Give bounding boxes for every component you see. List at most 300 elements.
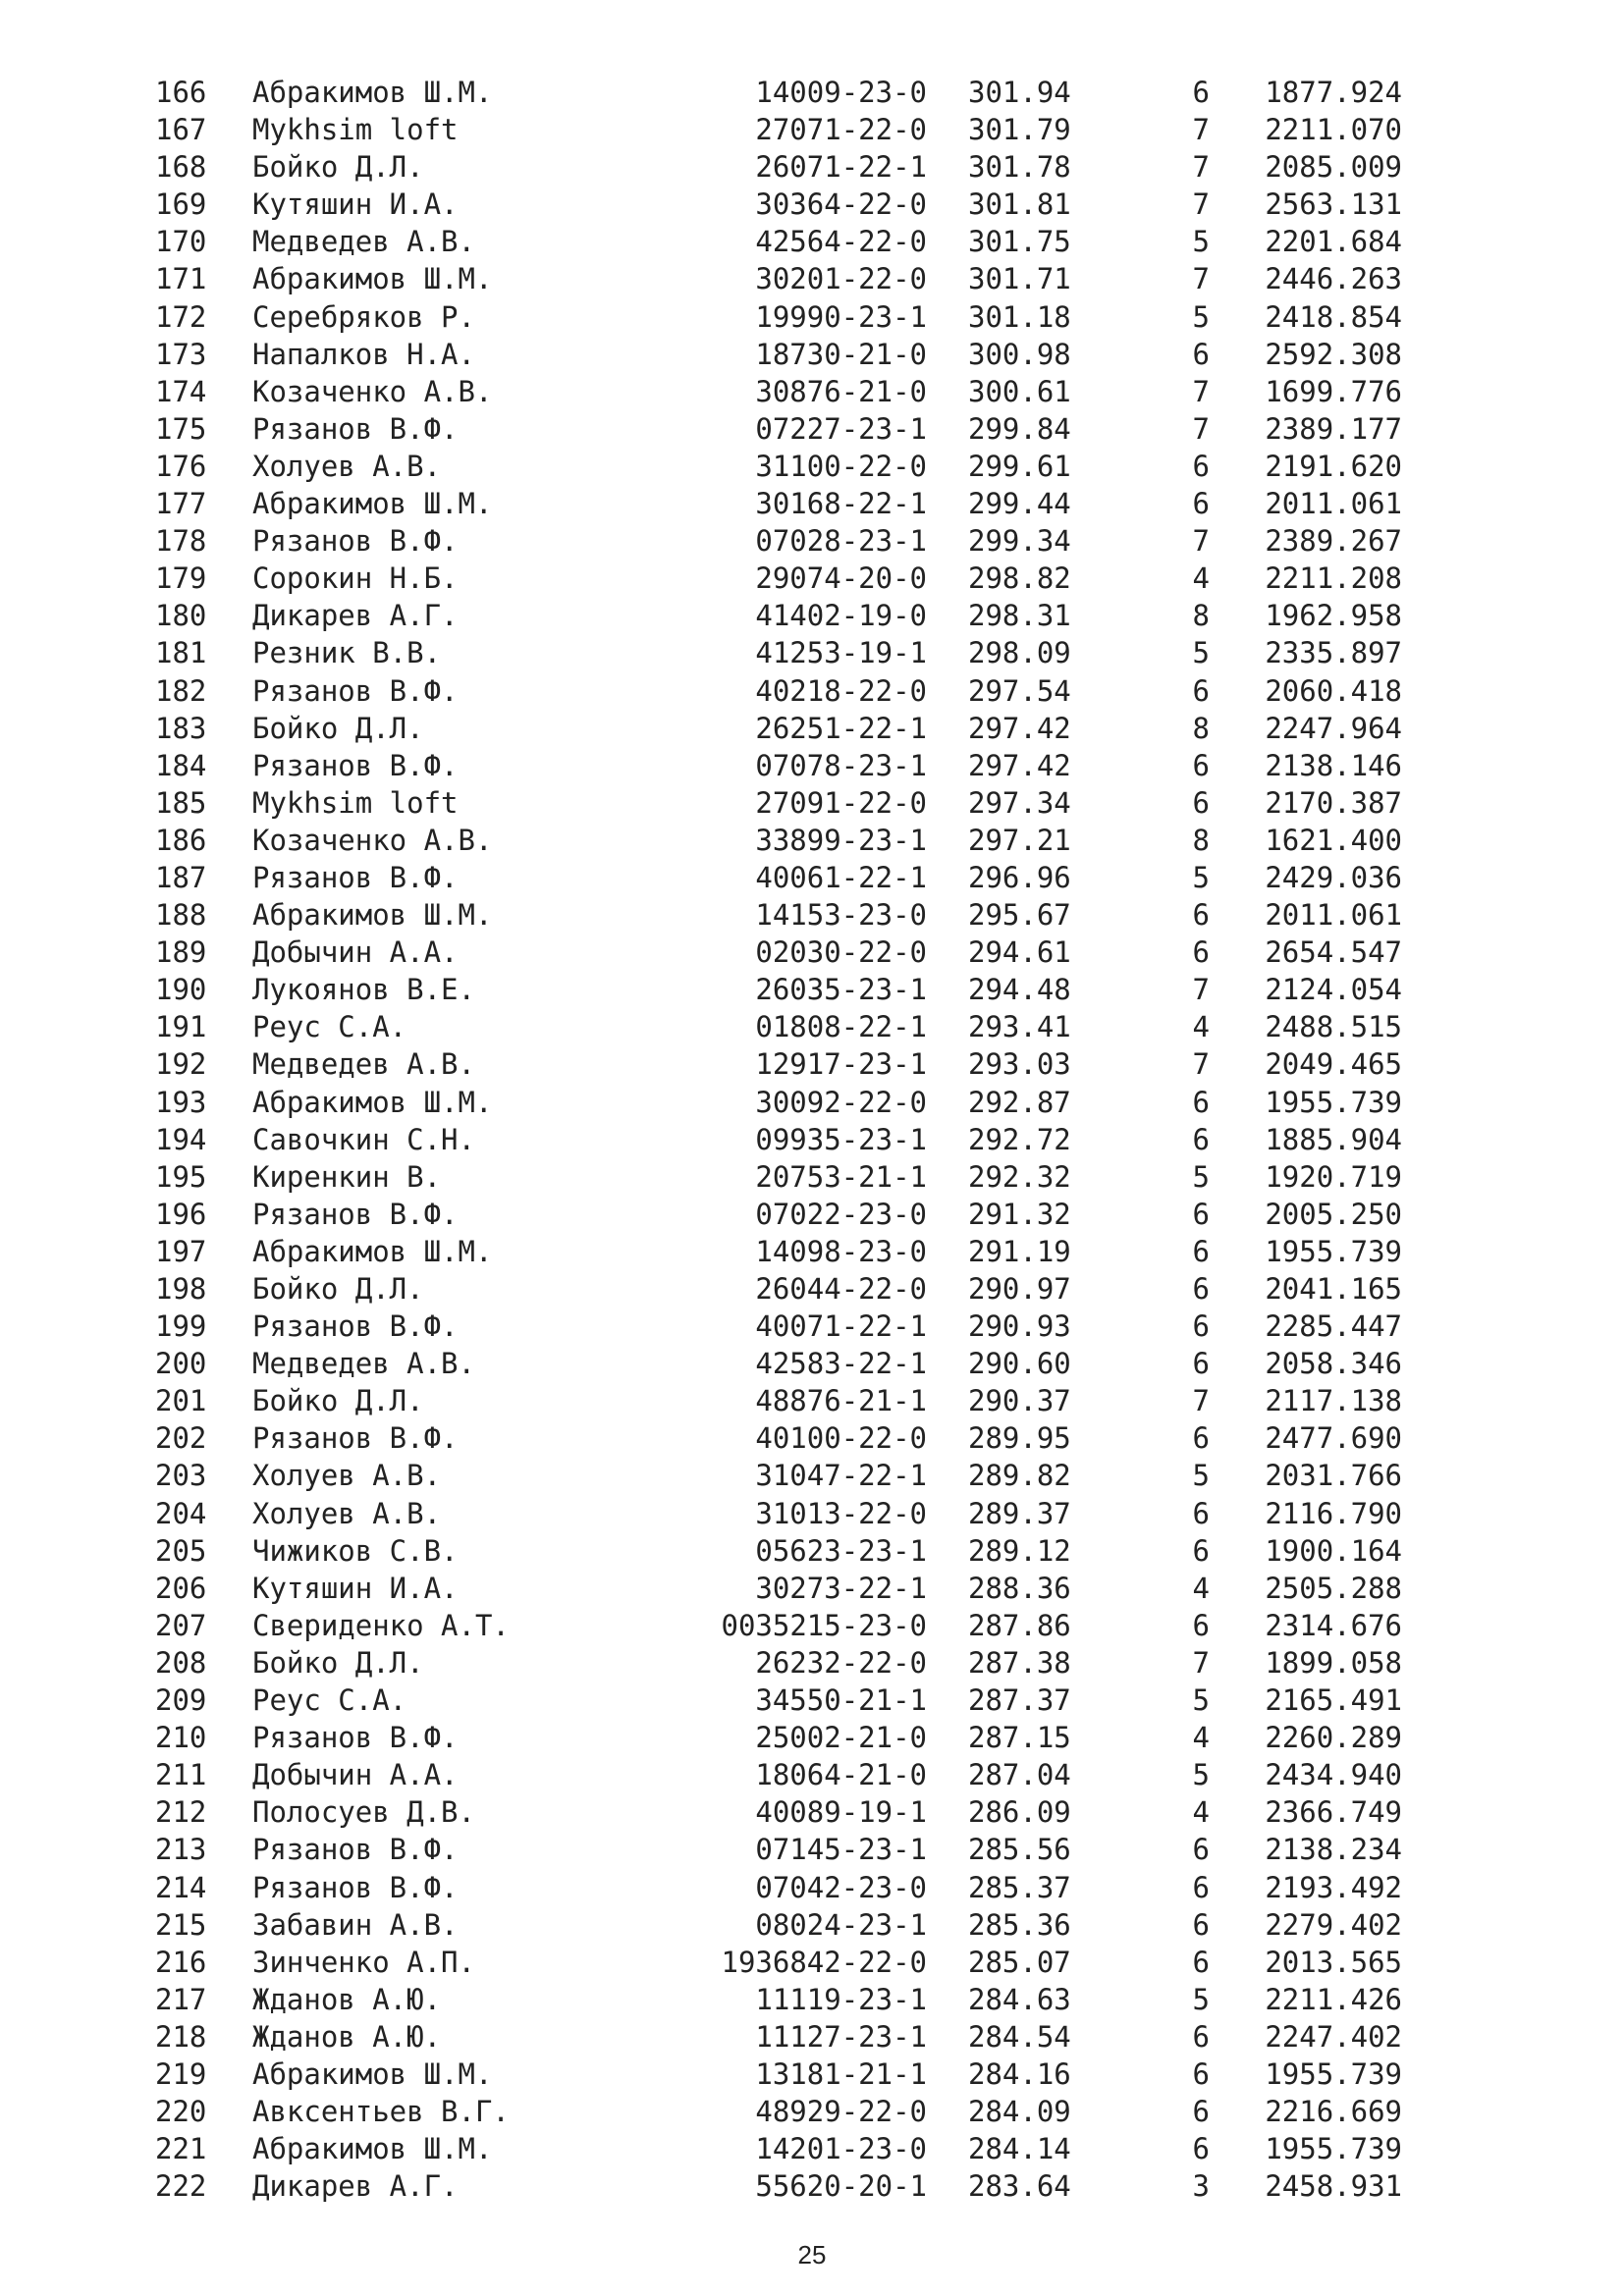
entry-code: 11127-23-1 <box>755 2019 927 2054</box>
participant-name: Абракимов Ш.М. <box>252 76 493 109</box>
count-value: 5 <box>1192 1459 1210 1493</box>
entry-code: 1936842-22-0 <box>721 1945 927 1979</box>
entry-code: 14201-23-0 <box>755 2132 927 2166</box>
row-number: 177 <box>155 487 207 521</box>
score-value: 291.32 <box>968 1197 1071 1231</box>
entry-code: 29074-20-0 <box>755 561 927 596</box>
total-value: 2592.308 <box>1265 337 1402 371</box>
count-value: 7 <box>1192 524 1210 559</box>
table-row <box>0 560 1624 597</box>
score-value: 289.12 <box>968 1533 1071 1568</box>
total-value: 2247.402 <box>1265 2019 1402 2054</box>
participant-name: Холуев А.В. <box>252 449 442 483</box>
score-value: 289.37 <box>968 1496 1071 1530</box>
score-value: 290.37 <box>968 1384 1071 1418</box>
row-number: 188 <box>155 898 207 933</box>
score-value: 284.63 <box>968 1982 1071 2016</box>
total-value: 2458.931 <box>1265 2169 1402 2204</box>
row-number: 187 <box>155 860 207 894</box>
entry-code: 40061-22-1 <box>755 860 927 894</box>
entry-code: 33899-23-1 <box>755 823 927 857</box>
count-value: 6 <box>1192 1907 1210 1942</box>
count-value: 6 <box>1192 2056 1210 2091</box>
score-value: 299.61 <box>968 449 1071 483</box>
total-value: 2247.964 <box>1265 711 1402 745</box>
score-value: 293.41 <box>968 1010 1071 1044</box>
count-value: 6 <box>1192 487 1210 521</box>
table-row <box>0 1682 1624 1719</box>
table-row <box>0 260 1624 297</box>
table-row <box>0 710 1624 747</box>
entry-code: 26251-22-1 <box>755 711 927 745</box>
count-value: 5 <box>1192 636 1210 670</box>
table-row <box>0 148 1624 186</box>
score-value: 284.14 <box>968 2132 1071 2166</box>
row-number: 189 <box>155 935 207 970</box>
row-number: 201 <box>155 1384 207 1418</box>
participant-name: Дикарев А.Г. <box>252 599 459 633</box>
table-row <box>0 896 1624 934</box>
count-value: 7 <box>1192 1047 1210 1082</box>
entry-code: 0035215-23-0 <box>721 1608 927 1642</box>
participant-name: Сорокин Н.Б. <box>252 561 459 596</box>
total-value: 1955.739 <box>1265 1234 1402 1268</box>
table-row <box>0 1831 1624 1868</box>
row-number: 169 <box>155 187 207 222</box>
table-row <box>0 1869 1624 1906</box>
table-row <box>0 1719 1624 1756</box>
row-number: 168 <box>155 150 207 185</box>
total-value: 2138.146 <box>1265 748 1402 782</box>
participant-name: Чижиков С.В. <box>252 1533 459 1568</box>
count-value: 6 <box>1192 673 1210 708</box>
table-row <box>0 2018 1624 2056</box>
score-value: 299.44 <box>968 487 1071 521</box>
entry-code: 26232-22-0 <box>755 1645 927 1680</box>
table-row <box>0 934 1624 971</box>
score-value: 301.81 <box>968 187 1071 222</box>
table-row <box>0 1419 1624 1457</box>
score-value: 297.54 <box>968 673 1071 708</box>
participant-name: Абракимов Ш.М. <box>252 262 493 296</box>
results-table <box>0 74 1624 2205</box>
participant-name: Бойко Д.Л. <box>252 1645 424 1680</box>
row-number: 207 <box>155 1608 207 1642</box>
score-value: 301.78 <box>968 150 1071 185</box>
table-row <box>0 74 1624 111</box>
row-number: 172 <box>155 299 207 334</box>
total-value: 2654.547 <box>1265 935 1402 970</box>
total-value: 2389.177 <box>1265 411 1402 446</box>
participant-name: Забавин А.В. <box>252 1907 459 1942</box>
table-row <box>0 1233 1624 1270</box>
score-value: 286.09 <box>968 1795 1071 1830</box>
table-row <box>0 2167 1624 2205</box>
count-value: 7 <box>1192 150 1210 185</box>
participant-name: Дикарев А.Г. <box>252 2169 459 2204</box>
row-number: 199 <box>155 1309 207 1344</box>
entry-code: 30364-22-0 <box>755 187 927 222</box>
participant-name: Бойко Д.Л. <box>252 1272 424 1306</box>
entry-code: 26035-23-1 <box>755 973 927 1007</box>
entry-code: 48876-21-1 <box>755 1384 927 1418</box>
score-value: 299.34 <box>968 524 1071 559</box>
total-value: 1699.776 <box>1265 374 1402 408</box>
table-row <box>0 1944 1624 1981</box>
score-value: 294.48 <box>968 973 1071 1007</box>
table-row <box>0 186 1624 223</box>
row-number: 192 <box>155 1047 207 1082</box>
participant-name: Добычин А.А. <box>252 935 459 970</box>
table-row <box>0 448 1624 485</box>
score-value: 293.03 <box>968 1047 1071 1082</box>
total-value: 2563.131 <box>1265 187 1402 222</box>
total-value: 2279.402 <box>1265 1907 1402 1942</box>
count-value: 8 <box>1192 823 1210 857</box>
entry-code: 14153-23-0 <box>755 898 927 933</box>
entry-code: 34550-21-1 <box>755 1683 927 1718</box>
participant-name: Реус С.А. <box>252 1683 407 1718</box>
entry-code: 18064-21-0 <box>755 1758 927 1792</box>
count-value: 6 <box>1192 2095 1210 2129</box>
participant-name: Авксентьев В.Г. <box>252 2095 510 2129</box>
table-row <box>0 1045 1624 1083</box>
row-number: 170 <box>155 225 207 259</box>
total-value: 2011.061 <box>1265 898 1402 933</box>
total-value: 2049.465 <box>1265 1047 1402 1082</box>
total-value: 2216.669 <box>1265 2095 1402 2129</box>
count-value: 7 <box>1192 113 1210 147</box>
score-value: 297.34 <box>968 785 1071 820</box>
participant-name: Зинченко А.П. <box>252 1945 475 1979</box>
entry-code: 27091-22-0 <box>755 785 927 820</box>
entry-code: 07028-23-1 <box>755 524 927 559</box>
row-number: 211 <box>155 1758 207 1792</box>
count-value: 6 <box>1192 1309 1210 1344</box>
table-row <box>0 336 1624 373</box>
count-value: 8 <box>1192 599 1210 633</box>
total-value: 1920.719 <box>1265 1159 1402 1194</box>
entry-code: 40089-19-1 <box>755 1795 927 1830</box>
total-value: 2211.208 <box>1265 561 1402 596</box>
table-row <box>0 111 1624 148</box>
score-value: 300.98 <box>968 337 1071 371</box>
table-row <box>0 1158 1624 1196</box>
count-value: 8 <box>1192 711 1210 745</box>
total-value: 2335.897 <box>1265 636 1402 670</box>
entry-code: 42583-22-1 <box>755 1347 927 1381</box>
score-value: 290.97 <box>968 1272 1071 1306</box>
row-number: 173 <box>155 337 207 371</box>
table-row <box>0 971 1624 1008</box>
count-value: 5 <box>1192 299 1210 334</box>
participant-name: Полосуев Д.В. <box>252 1795 475 1830</box>
row-number: 190 <box>155 973 207 1007</box>
participant-name: Mykhsim loft <box>252 785 459 820</box>
row-number: 194 <box>155 1122 207 1156</box>
count-value: 5 <box>1192 1159 1210 1194</box>
participant-name: Рязанов В.Ф. <box>252 748 459 782</box>
table-row <box>0 2056 1624 2093</box>
row-number: 176 <box>155 449 207 483</box>
participant-name: Рязанов В.Ф. <box>252 860 459 894</box>
total-value: 2201.684 <box>1265 225 1402 259</box>
table-row <box>0 223 1624 260</box>
entry-code: 05623-23-1 <box>755 1533 927 1568</box>
score-value: 287.15 <box>968 1721 1071 1755</box>
score-value: 296.96 <box>968 860 1071 894</box>
entry-code: 41402-19-0 <box>755 599 927 633</box>
entry-code: 08024-23-1 <box>755 1907 927 1942</box>
row-number: 171 <box>155 262 207 296</box>
score-value: 287.86 <box>968 1608 1071 1642</box>
participant-name: Медведев А.В. <box>252 1347 475 1381</box>
score-value: 299.84 <box>968 411 1071 446</box>
entry-code: 31100-22-0 <box>755 449 927 483</box>
row-number: 167 <box>155 113 207 147</box>
score-value: 288.36 <box>968 1571 1071 1605</box>
score-value: 285.37 <box>968 1870 1071 1904</box>
score-value: 301.71 <box>968 262 1071 296</box>
entry-code: 30168-22-1 <box>755 487 927 521</box>
participant-name: Бойко Д.Л. <box>252 711 424 745</box>
page-number: 25 <box>797 2240 827 2269</box>
row-number: 185 <box>155 785 207 820</box>
participant-name: Лукоянов В.Е. <box>252 973 475 1007</box>
score-value: 284.16 <box>968 2056 1071 2091</box>
entry-code: 31047-22-1 <box>755 1459 927 1493</box>
entry-code: 55620-20-1 <box>755 2169 927 2204</box>
total-value: 2488.515 <box>1265 1010 1402 1044</box>
total-value: 2285.447 <box>1265 1309 1402 1344</box>
total-value: 2165.491 <box>1265 1683 1402 1718</box>
score-value: 290.93 <box>968 1309 1071 1344</box>
count-value: 6 <box>1192 1272 1210 1306</box>
participant-name: Жданов А.Ю. <box>252 1982 442 2016</box>
row-number: 205 <box>155 1533 207 1568</box>
score-value: 298.09 <box>968 636 1071 670</box>
count-value: 4 <box>1192 1010 1210 1044</box>
entry-code: 41253-19-1 <box>755 636 927 670</box>
score-value: 285.56 <box>968 1833 1071 1867</box>
score-value: 284.54 <box>968 2019 1071 2054</box>
participant-name: Серебряков Р. <box>252 299 475 334</box>
table-row <box>0 2093 1624 2130</box>
participant-name: Козаченко А.В. <box>252 374 493 408</box>
row-number: 179 <box>155 561 207 596</box>
entry-code: 20753-21-1 <box>755 1159 927 1194</box>
table-row <box>0 373 1624 410</box>
participant-name: Козаченко А.В. <box>252 823 493 857</box>
entry-code: 30201-22-0 <box>755 262 927 296</box>
total-value: 1962.958 <box>1265 599 1402 633</box>
entry-code: 30876-21-0 <box>755 374 927 408</box>
table-row <box>0 1495 1624 1532</box>
total-value: 1955.739 <box>1265 1085 1402 1119</box>
count-value: 6 <box>1192 76 1210 109</box>
participant-name: Медведев А.В. <box>252 1047 475 1082</box>
row-number: 174 <box>155 374 207 408</box>
row-number: 180 <box>155 599 207 633</box>
count-value: 6 <box>1192 1870 1210 1904</box>
table-row <box>0 1121 1624 1158</box>
entry-code: 13181-21-1 <box>755 2056 927 2091</box>
total-value: 2477.690 <box>1265 1421 1402 1456</box>
participant-name: Киренкин В. <box>252 1159 442 1194</box>
count-value: 7 <box>1192 973 1210 1007</box>
count-value: 6 <box>1192 1833 1210 1867</box>
row-number: 183 <box>155 711 207 745</box>
participant-name: Резник В.В. <box>252 636 442 670</box>
participant-name: Рязанов В.Ф. <box>252 1870 459 1904</box>
participant-name: Рязанов В.Ф. <box>252 411 459 446</box>
row-number: 202 <box>155 1421 207 1456</box>
row-number: 204 <box>155 1496 207 1530</box>
participant-name: Реус С.А. <box>252 1010 407 1044</box>
participant-name: Холуев А.В. <box>252 1459 442 1493</box>
table-row <box>0 822 1624 859</box>
table-row <box>0 597 1624 634</box>
count-value: 6 <box>1192 1234 1210 1268</box>
participant-name: Абракимов Ш.М. <box>252 2132 493 2166</box>
total-value: 2117.138 <box>1265 1384 1402 1418</box>
row-number: 219 <box>155 2056 207 2091</box>
total-value: 2366.749 <box>1265 1795 1402 1830</box>
table-row <box>0 1607 1624 1644</box>
table-row <box>0 485 1624 522</box>
participant-name: Напалков Н.А. <box>252 337 475 371</box>
count-value: 7 <box>1192 1645 1210 1680</box>
count-value: 6 <box>1192 898 1210 933</box>
row-number: 175 <box>155 411 207 446</box>
table-row <box>0 2130 1624 2167</box>
entry-code: 14098-23-0 <box>755 1234 927 1268</box>
entry-code: 09935-23-1 <box>755 1122 927 1156</box>
score-value: 285.07 <box>968 1945 1071 1979</box>
total-value: 1955.739 <box>1265 2132 1402 2166</box>
entry-code: 27071-22-0 <box>755 113 927 147</box>
count-value: 6 <box>1192 1197 1210 1231</box>
table-row <box>0 1981 1624 2018</box>
row-number: 222 <box>155 2169 207 2204</box>
score-value: 287.38 <box>968 1645 1071 1680</box>
entry-code: 02030-22-0 <box>755 935 927 970</box>
entry-code: 40071-22-1 <box>755 1309 927 1344</box>
total-value: 2211.070 <box>1265 113 1402 147</box>
entry-code: 30092-22-0 <box>755 1085 927 1119</box>
count-value: 5 <box>1192 1758 1210 1792</box>
participant-name: Абракимов Ш.М. <box>252 487 493 521</box>
score-value: 284.09 <box>968 2095 1071 2129</box>
score-value: 292.32 <box>968 1159 1071 1194</box>
total-value: 2260.289 <box>1265 1721 1402 1755</box>
count-value: 6 <box>1192 1122 1210 1156</box>
total-value: 2434.940 <box>1265 1758 1402 1792</box>
row-number: 215 <box>155 1907 207 1942</box>
total-value: 1885.904 <box>1265 1122 1402 1156</box>
participant-name: Бойко Д.Л. <box>252 1384 424 1418</box>
table-row <box>0 1756 1624 1793</box>
total-value: 1900.164 <box>1265 1533 1402 1568</box>
score-value: 289.82 <box>968 1459 1071 1493</box>
row-number: 195 <box>155 1159 207 1194</box>
participant-name: Рязанов В.Ф. <box>252 1197 459 1231</box>
entry-code: 40218-22-0 <box>755 673 927 708</box>
table-row <box>0 1308 1624 1345</box>
table-row <box>0 1382 1624 1419</box>
count-value: 5 <box>1192 225 1210 259</box>
count-value: 6 <box>1192 2019 1210 2054</box>
row-number: 181 <box>155 636 207 670</box>
participant-name: Абракимов Ш.М. <box>252 1234 493 1268</box>
table-row <box>0 522 1624 560</box>
participant-name: Свериденко А.Т. <box>252 1608 510 1642</box>
participant-name: Медведев А.В. <box>252 225 475 259</box>
row-number: 217 <box>155 1982 207 2016</box>
total-value: 1621.400 <box>1265 823 1402 857</box>
table-row <box>0 672 1624 710</box>
total-value: 2429.036 <box>1265 860 1402 894</box>
table-row <box>0 1008 1624 1045</box>
count-value: 7 <box>1192 262 1210 296</box>
count-value: 5 <box>1192 1683 1210 1718</box>
total-value: 2389.267 <box>1265 524 1402 559</box>
row-number: 191 <box>155 1010 207 1044</box>
score-value: 285.36 <box>968 1907 1071 1942</box>
score-value: 289.95 <box>968 1421 1071 1456</box>
participant-name: Рязанов В.Ф. <box>252 1833 459 1867</box>
total-value: 2193.492 <box>1265 1870 1402 1904</box>
entry-code: 07145-23-1 <box>755 1833 927 1867</box>
total-value: 2170.387 <box>1265 785 1402 820</box>
row-number: 221 <box>155 2132 207 2166</box>
row-number: 212 <box>155 1795 207 1830</box>
participant-name: Абракимов Ш.М. <box>252 2056 493 2091</box>
score-value: 301.79 <box>968 113 1071 147</box>
table-row <box>0 1532 1624 1570</box>
row-number: 220 <box>155 2095 207 2129</box>
count-value: 6 <box>1192 1347 1210 1381</box>
total-value: 2116.790 <box>1265 1496 1402 1530</box>
count-value: 7 <box>1192 1384 1210 1418</box>
entry-code: 19990-23-1 <box>755 299 927 334</box>
count-value: 6 <box>1192 785 1210 820</box>
total-value: 2138.234 <box>1265 1833 1402 1867</box>
participant-name: Добычин А.А. <box>252 1758 459 1792</box>
table-row <box>0 298 1624 336</box>
table-row <box>0 1457 1624 1494</box>
table-row <box>0 1793 1624 1831</box>
row-number: 193 <box>155 1085 207 1119</box>
row-number: 186 <box>155 823 207 857</box>
score-value: 301.18 <box>968 299 1071 334</box>
score-value: 287.37 <box>968 1683 1071 1718</box>
total-value: 2211.426 <box>1265 1982 1402 2016</box>
count-value: 6 <box>1192 1608 1210 1642</box>
row-number: 198 <box>155 1272 207 1306</box>
entry-code: 25002-21-0 <box>755 1721 927 1755</box>
total-value: 2060.418 <box>1265 673 1402 708</box>
count-value: 6 <box>1192 1085 1210 1119</box>
score-value: 294.61 <box>968 935 1071 970</box>
participant-name: Рязанов В.Ф. <box>252 673 459 708</box>
score-value: 295.67 <box>968 898 1071 933</box>
table-row <box>0 1345 1624 1382</box>
total-value: 2446.263 <box>1265 262 1402 296</box>
participant-name: Рязанов В.Ф. <box>252 1421 459 1456</box>
entry-code: 07022-23-0 <box>755 1197 927 1231</box>
entry-code: 07227-23-1 <box>755 411 927 446</box>
